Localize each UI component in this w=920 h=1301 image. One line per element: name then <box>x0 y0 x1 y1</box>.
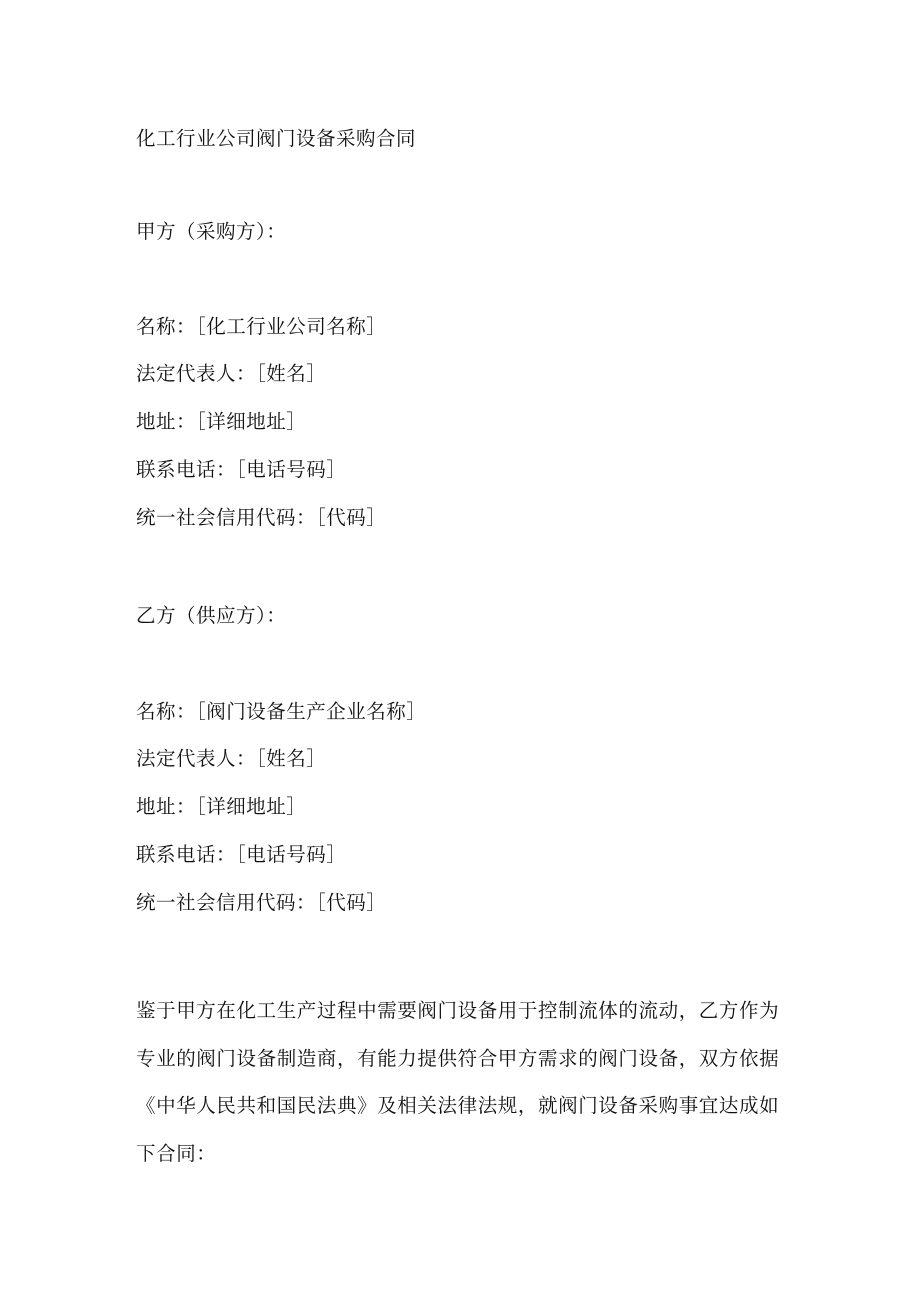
party-a-heading: 甲方（采购方）： <box>136 220 287 243</box>
preamble-paragraph <box>136 987 786 1177</box>
party-a-address: 地址：［详细地址］ <box>136 410 307 433</box>
preamble-line: 下合同： <box>136 1141 217 1165</box>
preamble-line: 《中华人民共和国民法典》及相关法律法规，就阀门设备采购事宜达成如 <box>136 1094 780 1117</box>
party-b-phone: 联系电话：［电话号码］ <box>136 843 347 866</box>
party-a-phone: 联系电话：［电话号码］ <box>136 458 347 481</box>
preamble-line: 鉴于甲方在化工生产过程中需要阀门设备用于控制流体的流动，乙方作为 <box>136 999 780 1022</box>
party-a-name: 名称：［化工行业公司名称］ <box>136 315 387 338</box>
party-b-credit-code: 统一社会信用代码：［代码］ <box>136 891 387 914</box>
party-b-name: 名称：［阀门设备生产企业名称］ <box>136 700 427 723</box>
party-b-address: 地址：［详细地址］ <box>136 795 307 818</box>
party-b-legal-rep: 法定代表人：［姓名］ <box>136 747 327 770</box>
party-a-legal-rep: 法定代表人：［姓名］ <box>136 362 327 385</box>
preamble-line: 专业的阀门设备制造商，有能力提供符合甲方需求的阀门设备，双方依据 <box>136 1046 780 1070</box>
party-b-heading: 乙方（供应方）： <box>136 604 287 627</box>
contract-title: 化工行业公司阀门设备采购合同 <box>136 127 417 150</box>
party-a-credit-code: 统一社会信用代码：［代码］ <box>136 506 387 529</box>
